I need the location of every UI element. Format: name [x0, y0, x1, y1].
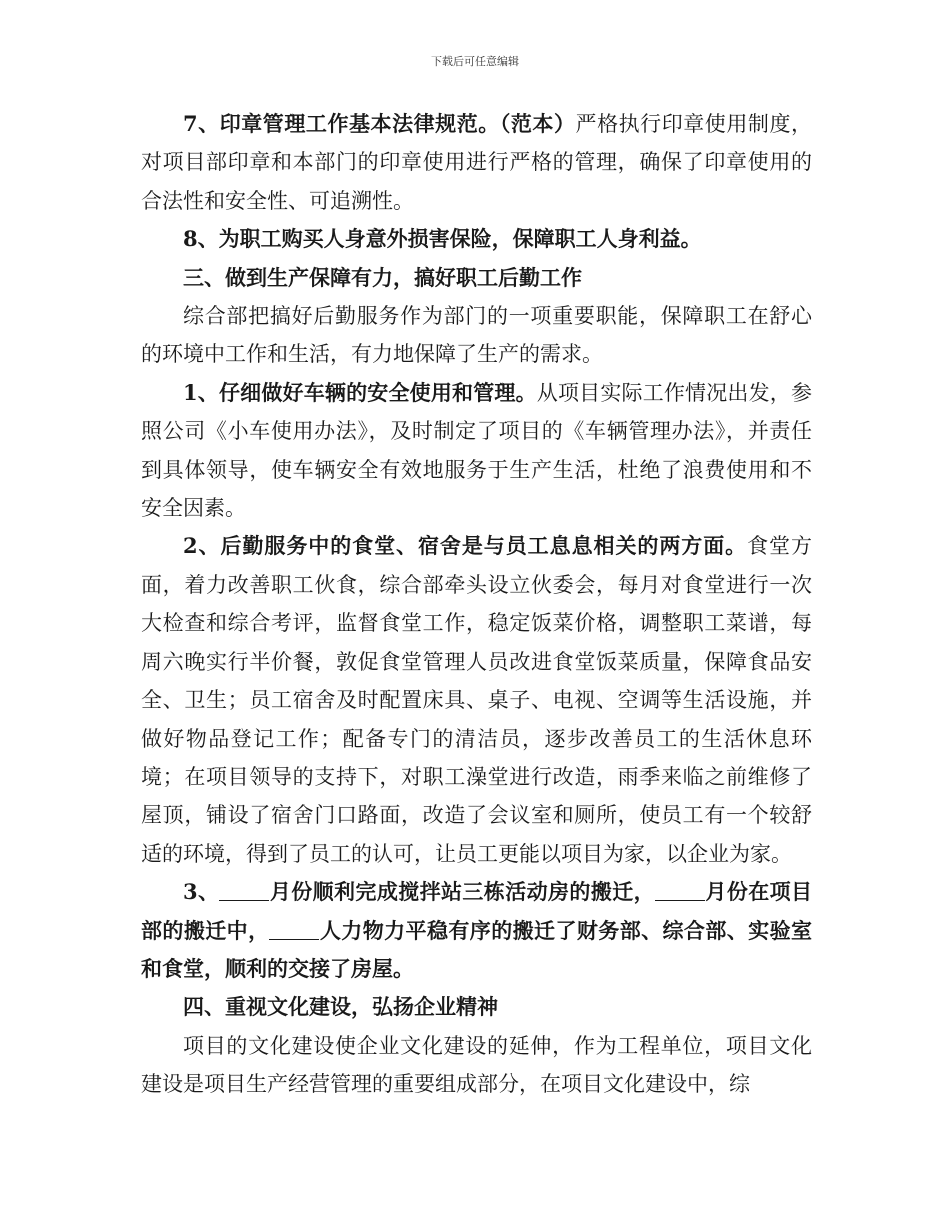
page-header: 下载后可任意编辑	[431, 55, 519, 68]
paragraph-vehicle-management	[141, 374, 812, 528]
paragraph-logistics-intro	[141, 297, 812, 374]
paragraph-part: 月份在项目部的搬迁中，	[141, 879, 813, 943]
section-heading-4	[141, 988, 812, 1026]
paragraph-canteen-dormitory	[141, 527, 812, 873]
paragraph-text: 综合部把搞好后勤服务作为部门的一项重要职能，保障职工在舒心的环境中工作和生活，有力地保障了生产的需求。	[141, 304, 812, 367]
paragraph-text: 项目的文化建设使企业文化建设的延伸，作为工程单位，项目文化建设是项目生产经营管理的重要组成部分，在项目文化建设中，综	[141, 1033, 812, 1097]
paragraph-text: 食堂方面，着力改善职工伙食，综合部牵头设立伙委会，每月对食堂进行一次大检查和综合考评，监督食堂工作，稳定饭菜价格，调整职工菜谱，每周六晚实行半价餐，敦促食堂管理人员改进食堂饭菜质量，保障食品安全、卫生；员工宿舍及时配置床具、桌子、电视、空调等生活设施，并做好物品登记工作；配备专门的清洁员，逐步改善员工的生活休息环境；在项目领导的支持下，对职工澡堂进行改造，雨季来临之前维修了屋顶，铺设了宿舍门口路面，改造了会议室和厕所，使员工有一个较舒适的环境，得到了员工的认可，让员工更能以项目为家，以企业为家。	[141, 534, 812, 866]
paragraph-lead: 7、印章管理工作基本法律规范。（范本）	[183, 111, 576, 136]
section-heading-text: 四、重视文化建设，弘扬企业精神	[183, 994, 498, 1020]
paragraph-part: 月份顺利完成搅拌站三栋活动房的搬迁，	[269, 879, 656, 905]
paragraph-text: 从项目实际工作情况出发，参照公司《小车使用办法》，及时制定了项目的《车辆管理办法》，并责任到具体领导，使车辆安全有效地服务于生产生活，杜绝了浪费使用和不安全因素。	[141, 380, 812, 521]
fill-in-blank	[219, 879, 269, 901]
paragraph-lead: 1、仔细做好车辆的安全使用和管理。	[183, 379, 537, 405]
paragraph-lead: 8、为职工购买人身意外损害保险，保障职工人身利益。	[183, 226, 702, 252]
paragraph-lead: 2、后勤服务中的食堂、宿舍是与员工息息相关的两方面。	[183, 533, 748, 559]
paragraph-relocation	[141, 873, 812, 988]
paragraph-culture-building	[141, 1027, 812, 1104]
section-heading-text: 三、做到生产保障有力，搞好职工后勤工作	[183, 264, 582, 290]
fill-in-blank	[655, 879, 705, 901]
fill-in-blank	[269, 918, 319, 940]
paragraph-insurance	[141, 220, 812, 258]
paragraph-part: 3、	[183, 879, 220, 905]
paragraph-part: 人力物力平稳有序的搬迁了财务部、综合部、实验室和食堂，顺利的交接了房屋。	[141, 917, 812, 981]
document-body	[141, 105, 812, 1104]
section-heading-3	[141, 259, 812, 297]
paragraph-seal-management	[141, 105, 812, 220]
paragraph-text: 严格执行印章使用制度，对项目部印章和本部门的印章使用进行严格的管理，确保了印章使用的合法性和安全性、可追溯性。	[141, 112, 812, 213]
